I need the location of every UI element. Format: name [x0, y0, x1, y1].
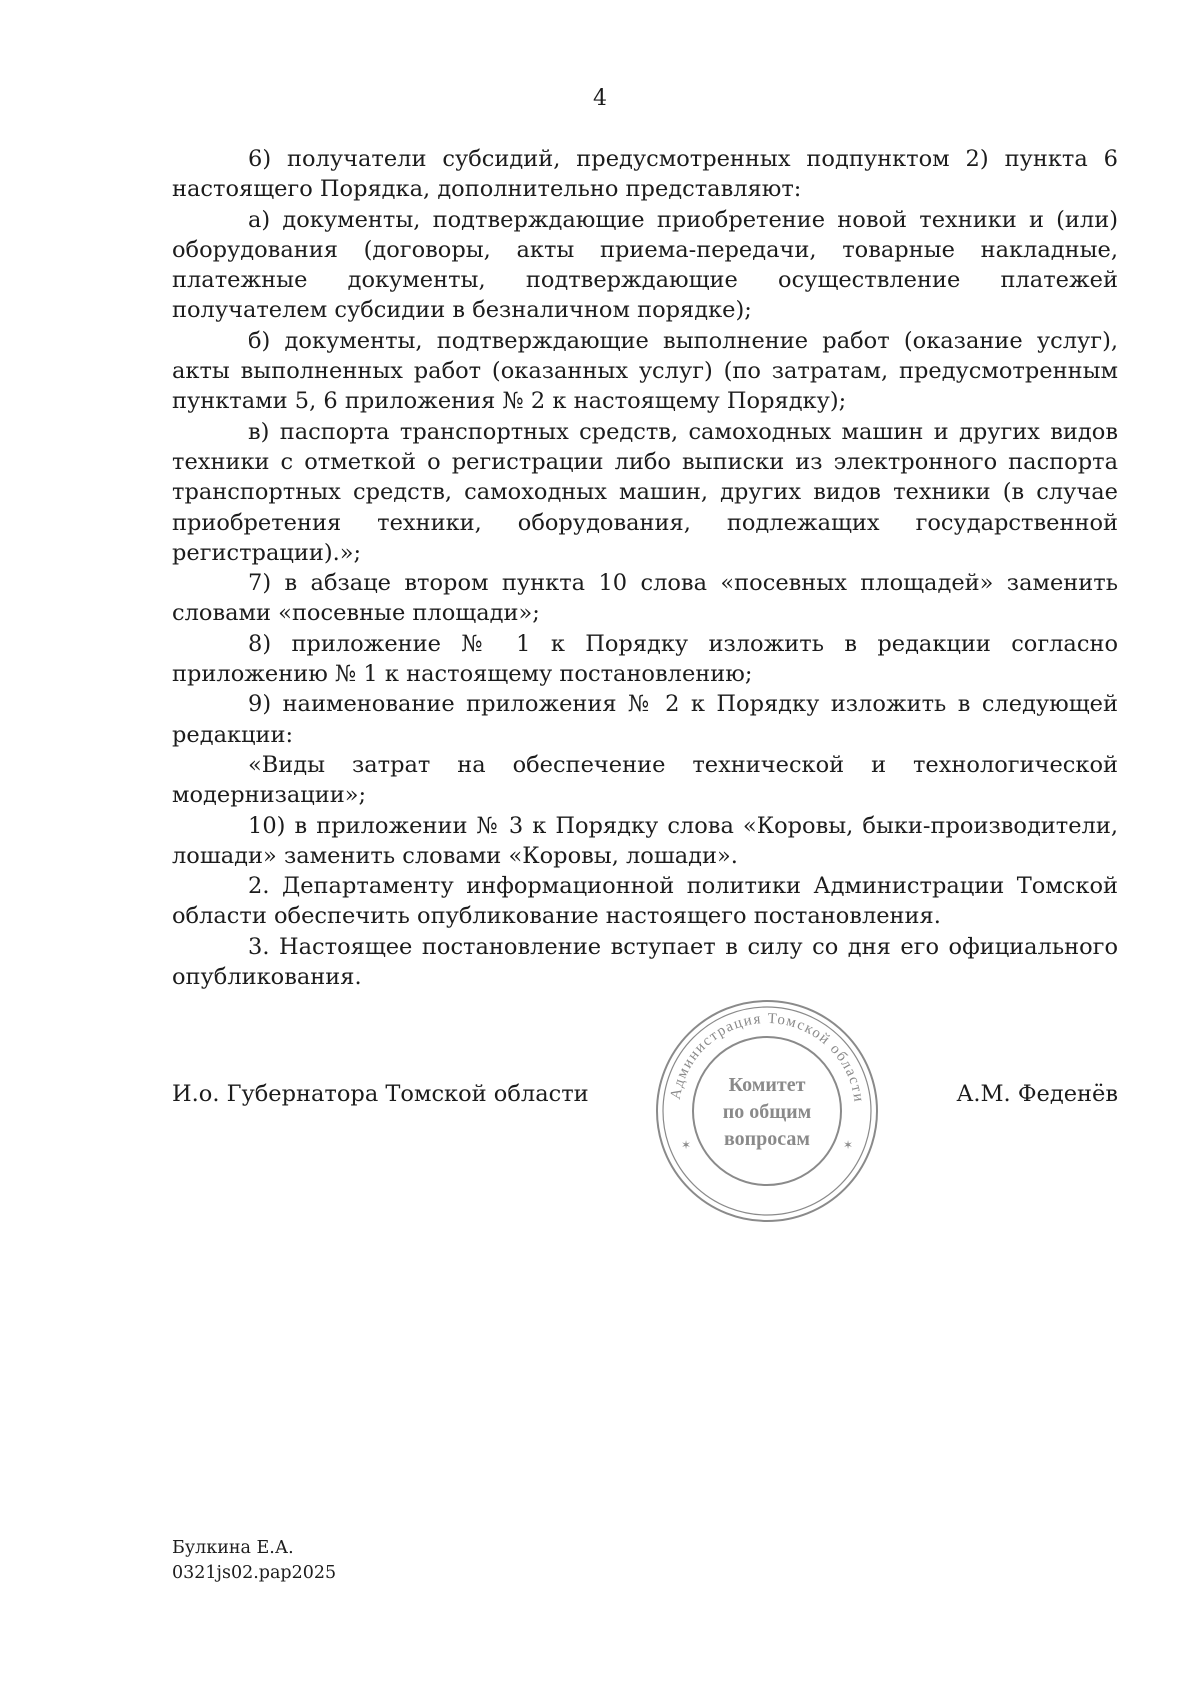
paragraph-item-6b: б) документы, подтверждающие выполнение работ (оказание услуг), акты выполненных работ (оказанных услуг) (по затратам, предусмотренным пунктами 5, 6 приложения № 2 к настоящему Порядку); — [172, 327, 1118, 415]
paragraph-item-8: 8) приложение № 1 к Порядку изложить в редакции согласно приложению № 1 к настоящему постановлению; — [172, 630, 1118, 688]
page-number: 4 — [593, 86, 607, 111]
seal-star-right: ✶ — [843, 1138, 854, 1152]
executor-info — [172, 1536, 336, 1586]
seal-center-line-3: вопросам — [723, 1128, 811, 1150]
signer-name: А.М. Феденёв — [956, 1081, 1118, 1107]
paragraph-item-6: 6) получатели субсидий, предусмотренных подпунктом 2) пункта 6 настоящего Порядка, дополнительно представляют: — [172, 146, 1118, 203]
seal-center-line-2: по общим — [722, 1101, 812, 1123]
official-seal — [653, 997, 881, 1225]
seal-center-line-1: Комитет — [728, 1074, 806, 1096]
official-seal-graphic — [653, 997, 881, 1225]
signature-block — [172, 1079, 1118, 1119]
paragraph-item-6a: а) документы, подтверждающие приобретение новой техники и (или) оборудования (договоры, акты приема-передачи, товарные накладные, платежные документы, подтверждающие осуществление платежей получателем субсидии в безналичном порядке); — [172, 206, 1118, 324]
paragraph-quoted-title: «Виды затрат на обеспечение технической и технологической модернизации»; — [172, 751, 1118, 809]
paragraph-item-9: 9) наименование приложения № 2 к Порядку изложить в следующей редакции: — [172, 691, 1118, 748]
seal-ring-text-path: Администрация Томской области — [667, 1010, 867, 1104]
signer-position: И.о. Губернатора Томской области — [172, 1081, 589, 1107]
paragraph-item-7: 7) в абзаце втором пункта 10 слова «посевных площадей» заменить словами «посевные площади»; — [172, 570, 1118, 627]
paragraph-item-10: 10) в приложении № 3 к Порядку слова «Коровы, быки-производители, лошади» заменить словами «Коровы, лошади». — [172, 812, 1118, 869]
document-file-code: 0321js02.pap2025 — [172, 1563, 337, 1583]
executor-name: Булкина Е.А. — [172, 1538, 294, 1558]
seal-star-left: ✶ — [681, 1138, 692, 1152]
paragraph-clause-3: 3. Настоящее постановление вступает в силу со дня его официального опубликования. — [172, 933, 1118, 991]
paragraph-item-6v: в) паспорта транспортных средств, самоходных машин и других видов техники с отметкой о регистрации либо выписки из электронного паспорта транспортных средств, самоходных машин, других видов техники (в случае приобретения техники, оборудования, подлежащих государственной регистрации).»; — [172, 418, 1118, 566]
document-body — [172, 144, 1118, 992]
paragraph-clause-2: 2. Департаменту информационной политики Администрации Томской области обеспечить опубликование настоящего постановления. — [172, 873, 1118, 930]
